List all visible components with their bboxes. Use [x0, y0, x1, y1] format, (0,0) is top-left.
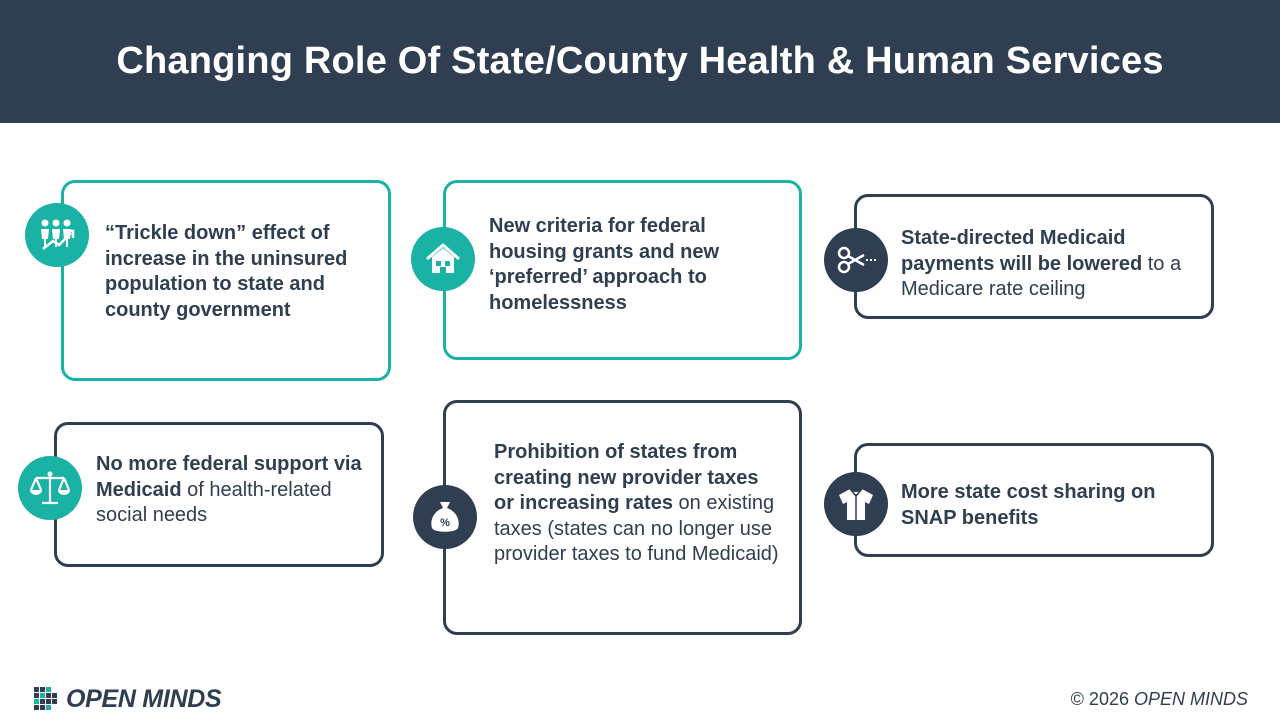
- card-provider-taxes: [443, 400, 802, 635]
- card-text: Prohibition of states from creating new provider taxes or increasing rates on existing taxes (states can no longer use provider taxes to fund Medicaid): [494, 441, 779, 565]
- page-title: Changing Role Of State/County Health & Human Services: [116, 40, 1164, 82]
- title-banner: [0, 0, 1280, 123]
- card-trickle-down: [61, 180, 391, 381]
- copyright-notice: © 2026 OPEN MINDS: [1070, 689, 1248, 709]
- svg-text:%: %: [440, 517, 450, 529]
- card-text: State-directed Medicaid payments will be lowered to a Medicare rate ceiling: [901, 227, 1182, 300]
- money-bag-percent-icon: [413, 485, 477, 549]
- card-medicaid-payments: [854, 194, 1214, 319]
- people-growth-icon: [25, 203, 89, 267]
- card-text: No more federal support via Medicaid of health-related social needs: [96, 453, 362, 526]
- card-text: New criteria for federal housing grants and new ‘preferred’ approach to homelessness: [489, 215, 720, 314]
- card-text: More state cost sharing on SNAP benefits: [901, 481, 1156, 529]
- card-housing: [443, 180, 802, 360]
- card-text: “Trickle down” effect of increase in the uninsured population to state and county government: [105, 222, 348, 321]
- scales-icon: [18, 456, 82, 520]
- card-federal-support: [54, 422, 384, 567]
- card-snap: [854, 443, 1214, 557]
- shirt-icon: [824, 472, 888, 536]
- scissors-icon: [824, 228, 888, 292]
- logo-text: OPEN MINDS: [66, 684, 222, 713]
- logo-mark-icon: [34, 685, 64, 713]
- open-minds-logo: [34, 684, 221, 714]
- house-icon: [411, 227, 475, 291]
